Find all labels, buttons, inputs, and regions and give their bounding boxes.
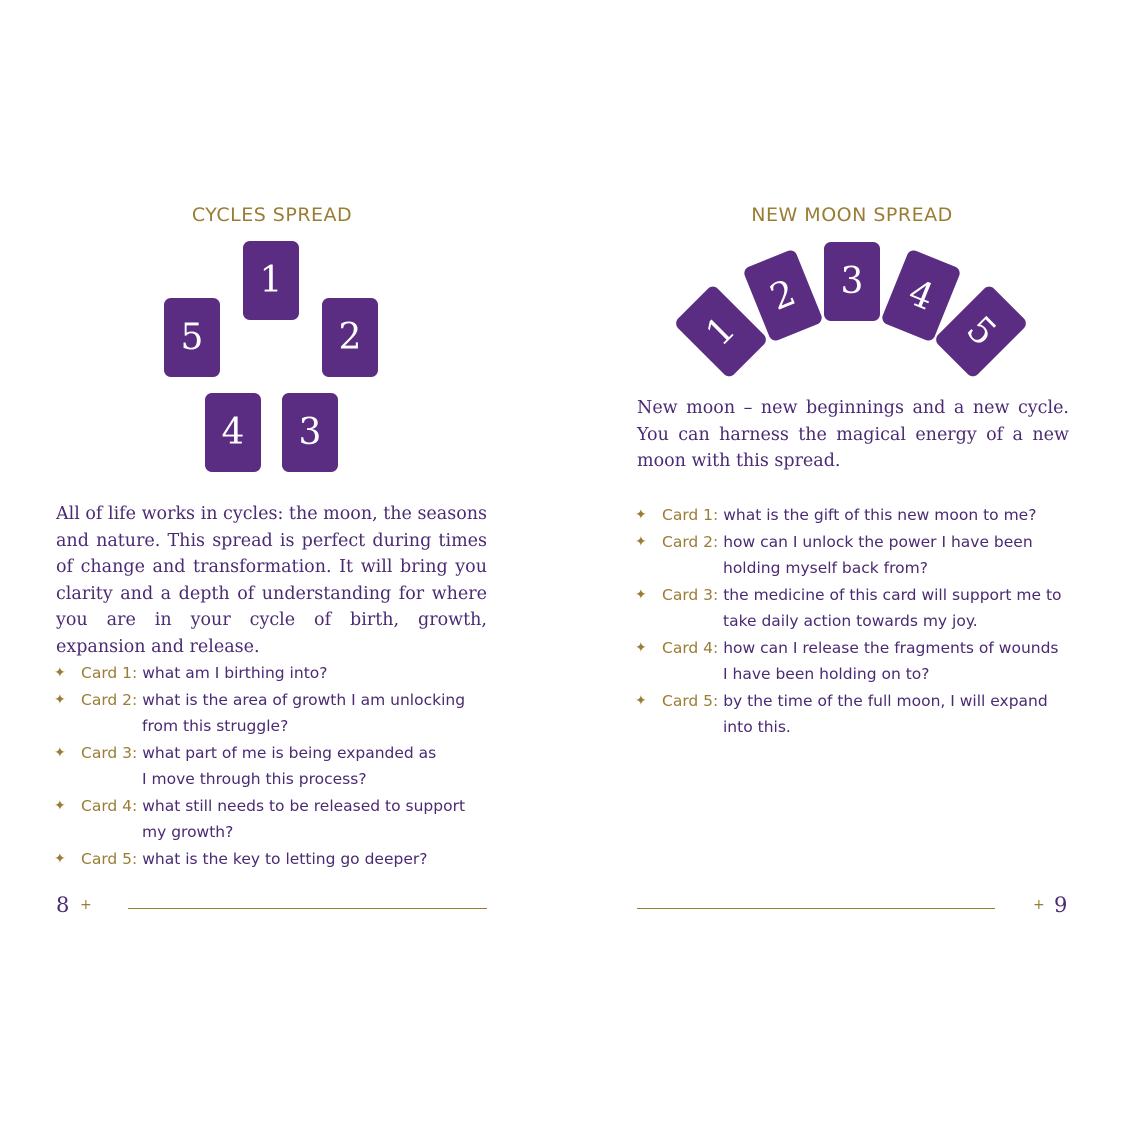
list-item: [635, 502, 1095, 529]
card-question-continued: I have been holding on to?: [723, 665, 930, 683]
list-item: [54, 793, 494, 846]
list-item: [635, 582, 1095, 635]
star-icon: ✦: [54, 691, 66, 708]
card-1: 1: [673, 284, 768, 379]
card-label: Card 1:: [81, 664, 138, 682]
card-label: Card 1:: [662, 506, 719, 524]
star-icon: ✦: [54, 665, 66, 681]
star-icon: ✦: [635, 507, 647, 523]
card-label: Card 5:: [662, 691, 719, 710]
new-moon-spread-title: NEW MOON SPREAD: [751, 204, 953, 226]
list-item: [635, 688, 1095, 741]
card-question: what is the area of growth I am unlocking: [142, 690, 466, 709]
star-icon: ✦: [54, 797, 66, 814]
page-number: 9: [1054, 893, 1068, 917]
star-icon: ✦: [635, 692, 647, 709]
card-label: Card 3:: [662, 585, 719, 604]
card-question: what am I birthing into?: [142, 664, 328, 682]
cycles-card-list: [54, 660, 494, 872]
list-item: [54, 660, 494, 687]
plus-icon: +: [1033, 897, 1045, 913]
card-3: 3: [824, 242, 880, 321]
card-2: 2: [742, 248, 824, 342]
star-icon: ✦: [54, 850, 66, 867]
star-icon: ✦: [635, 533, 647, 550]
star-icon: ✦: [635, 639, 647, 656]
card-label: Card 3:: [81, 743, 138, 762]
plus-icon: +: [80, 897, 92, 913]
card-label: Card 2:: [81, 690, 138, 709]
card-question: the medicine of this card will support me to: [723, 585, 1062, 604]
card-question-continued: from this struggle?: [142, 717, 289, 735]
list-item: [635, 529, 1095, 582]
list-item: [54, 740, 494, 793]
card-question-continued: take daily action towards my joy.: [723, 612, 978, 630]
cycles-intro: All of life works in cycles: the moon, the seasons and nature. This spread is perfect during times of change and transformation. It will bring you clarity and a depth of understanding for where you are in your cycle of birth, growth, expansion and release.: [56, 504, 487, 657]
card-3: 3: [282, 393, 338, 472]
page-number: 8: [56, 893, 70, 917]
list-item: [635, 635, 1095, 688]
cycles-spread-title: CYCLES SPREAD: [191, 204, 353, 226]
card-4: 4: [205, 393, 261, 472]
right-page: [562, 0, 1124, 1124]
list-item: [54, 687, 494, 740]
card-question-continued: into this.: [723, 718, 791, 736]
card-question-continued: holding myself back from?: [723, 559, 928, 577]
card-question: what still needs to be released to support: [142, 796, 466, 815]
card-question: how can I release the fragments of wounds: [723, 638, 1059, 657]
card-1: 1: [243, 241, 299, 320]
card-2: 2: [322, 298, 378, 377]
footer-divider: [128, 908, 487, 909]
card-question: what part of me is being expanded as: [142, 743, 437, 762]
list-item: [54, 846, 494, 873]
footer-divider: [637, 908, 995, 909]
card-question: what is the key to letting go deeper?: [142, 849, 428, 868]
card-label: Card 4:: [81, 796, 138, 815]
card-question: how can I unlock the power I have been: [723, 532, 1033, 551]
card-question-continued: I move through this process?: [142, 770, 367, 788]
card-question-continued: my growth?: [142, 823, 234, 841]
card-label: Card 4:: [662, 638, 719, 657]
new-moon-intro: New moon – new beginnings and a new cycle. You can harness the magical energy of a new moon with this spread.: [637, 398, 1069, 471]
card-5: 5: [164, 298, 220, 377]
new-moon-card-list: [635, 502, 1095, 741]
card-question: what is the gift of this new moon to me?: [723, 506, 1037, 524]
star-icon: ✦: [54, 744, 66, 761]
card-4: 4: [880, 248, 962, 342]
card-question: by the time of the full moon, I will expand: [723, 691, 1048, 710]
card-label: Card 5:: [81, 849, 138, 868]
star-icon: ✦: [635, 586, 647, 603]
card-5: 5: [933, 284, 1028, 379]
card-label: Card 2:: [662, 532, 719, 551]
